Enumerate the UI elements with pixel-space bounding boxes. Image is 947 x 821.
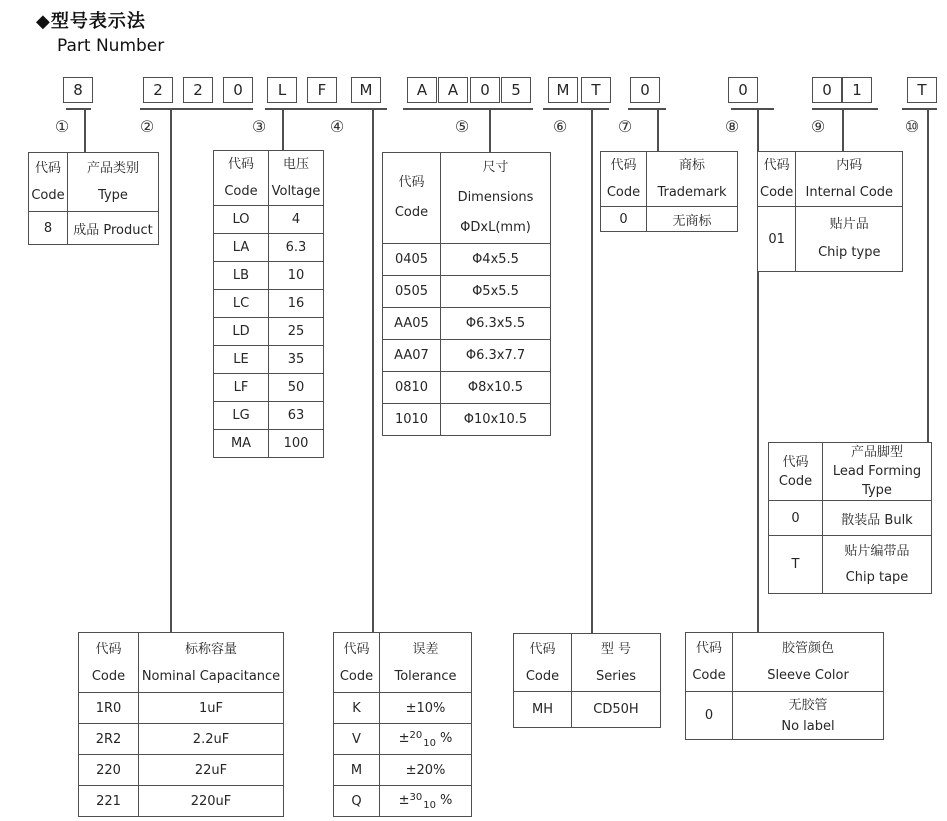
part-box: 0 (470, 77, 500, 103)
table-cell: 4 (269, 206, 324, 234)
connector-line-6 (591, 109, 593, 633)
group-underline-1 (66, 108, 91, 110)
voltage-table (213, 150, 324, 458)
table-cell: 100 (269, 430, 324, 458)
part-box: A (438, 77, 468, 103)
table-cell: LD (214, 318, 269, 346)
table-cell: 1uF (139, 693, 284, 724)
part-box: 0 (812, 77, 842, 103)
header-code: 代码 Code (29, 153, 68, 212)
part-box: 0 (223, 77, 253, 103)
group-underline-2 (140, 108, 253, 110)
table-cell: 贴片品 Chip type (796, 207, 903, 272)
table-cell: 0810 (383, 372, 441, 404)
header-code: 代码 Code (383, 153, 441, 244)
header-code: 代码 Code (686, 633, 733, 692)
table-cell: 散装品 Bulk (823, 501, 932, 536)
table-cell: 63 (269, 402, 324, 430)
table-cell: ±10% (380, 693, 472, 724)
table-cell: Φ4x5.5 (441, 244, 551, 276)
connector-line-7 (657, 109, 659, 152)
part-box: 0 (630, 77, 660, 103)
group-marker-1: ① (54, 117, 70, 136)
table-cell: ±20% (380, 755, 472, 786)
table-cell: 50 (269, 374, 324, 402)
table-cell: 10 (269, 262, 324, 290)
table-cell: 无胶管 No label (733, 692, 884, 740)
table-cell: 35 (269, 346, 324, 374)
table-cell: Φ6.3x7.7 (441, 340, 551, 372)
header-product-type: 产品类别 Type (68, 153, 159, 212)
internal-code-table (757, 151, 903, 272)
part-box: F (307, 77, 337, 103)
table-cell: LC (214, 290, 269, 318)
table-cell: Φ5x5.5 (441, 276, 551, 308)
series-table (513, 633, 661, 728)
header-code: 代码 Code (214, 151, 269, 206)
table-cell: K (334, 693, 380, 724)
header-sleeve-color: 胶管颜色 Sleeve Color (733, 633, 884, 692)
header-internal-code: 内码 Internal Code (796, 152, 903, 207)
table-cell: 25 (269, 318, 324, 346)
part-box: 8 (63, 77, 93, 103)
table-cell: 0 (686, 692, 733, 740)
part-box: 5 (501, 77, 531, 103)
table-cell: V (334, 724, 380, 755)
table-cell: MH (514, 692, 572, 728)
group-marker-6: ⑥ (552, 117, 568, 136)
connector-line-3 (282, 109, 284, 150)
table-cell: 0505 (383, 276, 441, 308)
table-cell: 贴片编带品 Chip tape (823, 536, 932, 594)
tolerance-table (333, 632, 472, 817)
group-marker-8: ⑧ (724, 117, 740, 136)
table-cell: CD50H (572, 692, 661, 728)
part-box: 1 (842, 77, 872, 103)
sleeve-color-table (685, 632, 884, 740)
lead-forming-table (768, 442, 932, 594)
group-marker-4: ④ (329, 117, 345, 136)
connector-line-1 (84, 109, 86, 152)
table-cell: 1010 (383, 404, 441, 436)
group-marker-2: ② (139, 117, 155, 136)
group-underline-8 (731, 108, 774, 110)
table-cell: ±$^{30}_{10}$ % (380, 786, 472, 817)
header-series: 型 号 Series (572, 634, 661, 692)
page-title-en: Part Number (57, 36, 165, 56)
table-cell: T (769, 536, 823, 594)
part-box: 0 (728, 77, 758, 103)
part-box: T (907, 77, 937, 103)
header-capacitance: 标称容量 Nominal Capacitance (139, 633, 284, 693)
table-cell: MA (214, 430, 269, 458)
part-box: T (581, 77, 611, 103)
group-underline-5 (403, 108, 533, 110)
table-cell: AA07 (383, 340, 441, 372)
connector-line-10 (927, 109, 929, 442)
dimensions-table (382, 152, 551, 436)
header-dimensions: 尺寸 Dimensions ΦDxL(mm) (441, 153, 551, 244)
table-cell: 2.2uF (139, 724, 284, 755)
table-cell: Φ10x10.5 (441, 404, 551, 436)
group-underline-9 (812, 108, 878, 110)
header-code: 代码 Code (769, 443, 823, 501)
group-underline-6 (543, 108, 609, 110)
table-cell: Φ8x10.5 (441, 372, 551, 404)
part-box: 2 (143, 77, 173, 103)
table-cell: 221 (79, 786, 139, 817)
group-marker-7: ⑦ (617, 117, 633, 136)
table-cell: 16 (269, 290, 324, 318)
table-cell: 无商标 (647, 207, 738, 232)
header-voltage: 电压 Voltage (269, 151, 324, 206)
capacitance-table (78, 632, 284, 817)
table-cell: Q (334, 786, 380, 817)
table-cell: 22uF (139, 755, 284, 786)
header-code: 代码 Code (514, 634, 572, 692)
table-cell: ±$^{20}_{10}$ % (380, 724, 472, 755)
header-code: 代码 Code (79, 633, 139, 693)
table-cell: 01 (758, 207, 796, 272)
header-trademark: 商标 Trademark (647, 152, 738, 207)
part-box: L (267, 77, 297, 103)
table-cell: 220 (79, 755, 139, 786)
part-box: M (548, 77, 578, 103)
table-cell: 2R2 (79, 724, 139, 755)
group-underline-7 (628, 108, 666, 110)
table-cell: 220uF (139, 786, 284, 817)
group-underline-10 (902, 108, 937, 110)
group-marker-10: ⑩ (904, 117, 920, 136)
table-cell: LE (214, 346, 269, 374)
table-cell: LG (214, 402, 269, 430)
connector-line-2 (170, 109, 172, 632)
product-type-table (28, 152, 159, 245)
table-cell: 0405 (383, 244, 441, 276)
header-tolerance: 误差 Tolerance (380, 633, 472, 693)
table-cell: LB (214, 262, 269, 290)
table-cell: LA (214, 234, 269, 262)
part-box: A (407, 77, 437, 103)
table-cell: 0 (769, 501, 823, 536)
connector-line-9 (842, 109, 844, 151)
group-marker-3: ③ (251, 117, 267, 136)
group-marker-5: ⑤ (454, 117, 470, 136)
part-box: 2 (183, 77, 213, 103)
table-cell: 6.3 (269, 234, 324, 262)
header-lead-forming: 产品脚型 Lead Forming Type (823, 443, 932, 501)
table-cell: 1R0 (79, 693, 139, 724)
table-cell: 成品 Product (68, 212, 159, 245)
table-cell: 0 (601, 207, 647, 232)
connector-line-4 (372, 109, 374, 632)
connector-line-5 (489, 109, 491, 152)
table-cell: M (334, 755, 380, 786)
table-cell: Φ6.3x5.5 (441, 308, 551, 340)
group-marker-9: ⑨ (810, 117, 826, 136)
header-code: 代码 Code (334, 633, 380, 693)
group-underline-4 (346, 108, 387, 110)
part-box: M (351, 77, 381, 103)
page-title-cn: ◆型号表示法 (36, 11, 146, 32)
header-code: 代码 Code (758, 152, 796, 207)
table-cell: LF (214, 374, 269, 402)
table-cell: 8 (29, 212, 68, 245)
table-cell: LO (214, 206, 269, 234)
table-cell: AA05 (383, 308, 441, 340)
header-code: 代码 Code (601, 152, 647, 207)
group-underline-3 (265, 108, 348, 110)
trademark-table (600, 151, 738, 232)
